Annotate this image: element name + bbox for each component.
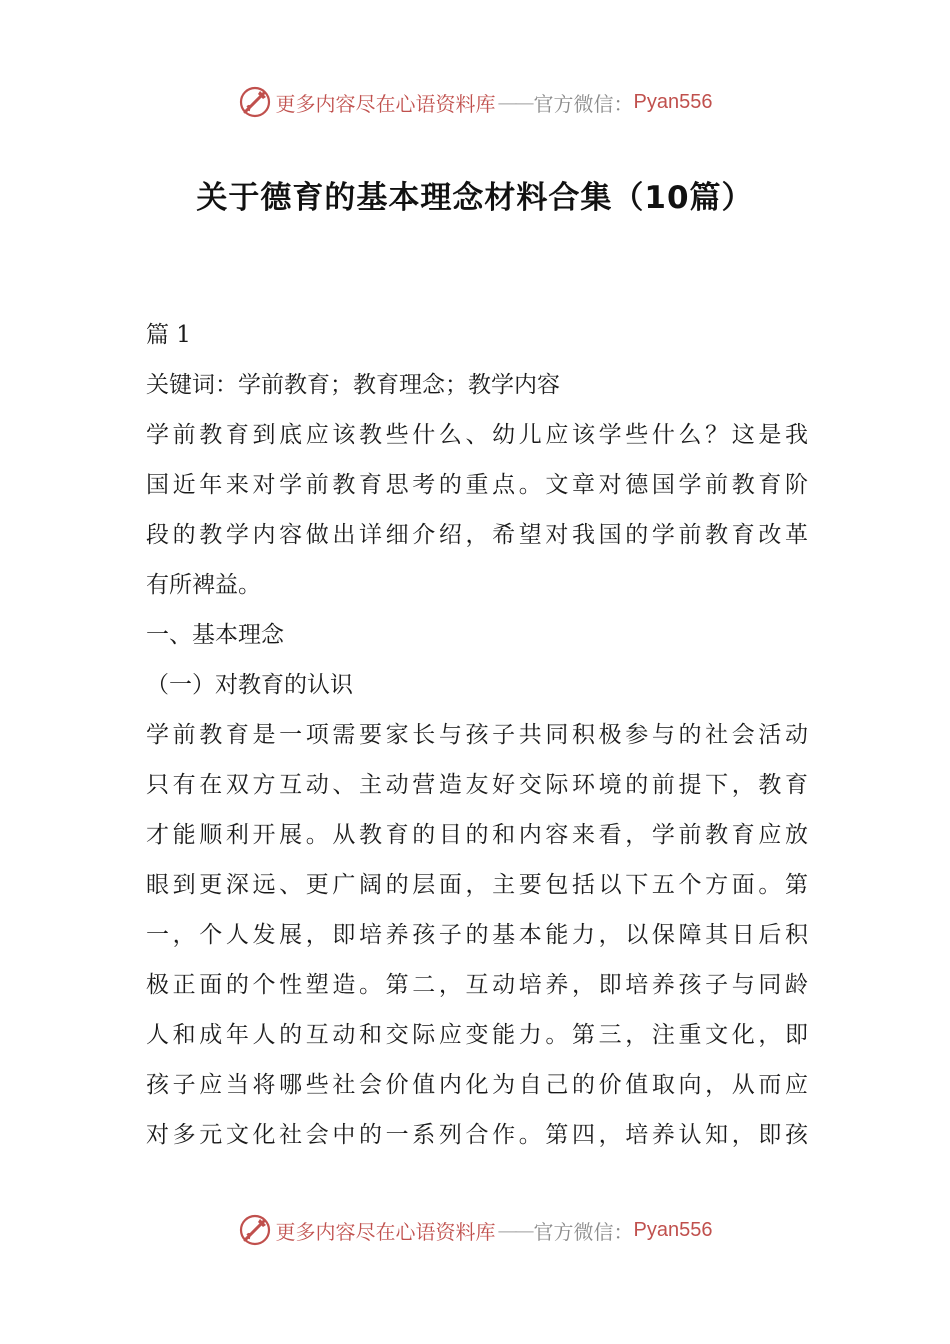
wechat-id: Pyan556 — [633, 90, 713, 113]
text-line: 一、基本理念 — [146, 622, 284, 648]
text-line: 段的教学内容做出详细介绍，希望对我国的学前教育改革 — [146, 522, 808, 548]
official-label: 官方微信： — [533, 1219, 634, 1244]
text-line: 一，个人发展，即培养孩子的基本能力，以保障其日后积 — [146, 922, 808, 948]
dash-separator: —— — [497, 90, 532, 114]
text-line: （一）对教育的认识 — [146, 672, 353, 698]
dash-separator: —— — [497, 1218, 532, 1242]
text-line: 人和成年人的互动和交际应变能力。第三，注重文化，即 — [146, 1022, 808, 1048]
pen-logo-icon — [238, 1213, 272, 1247]
text-line: 国近年来对学前教育思考的重点。文章对德国学前教育阶 — [146, 472, 808, 498]
text-line: 有所裨益。 — [146, 572, 261, 598]
wechat-id: Pyan556 — [633, 1218, 713, 1241]
official-label: 官方微信： — [533, 91, 634, 116]
pen-logo-icon — [238, 85, 272, 119]
text-line: 眼到更深远、更广阔的层面，主要包括以下五个方面。第 — [146, 872, 808, 898]
text-line: 学前教育到底应该教些什么、幼儿应该学些什么？这是我 — [146, 422, 808, 448]
text-line: 关键词：学前教育；教育理念；教学内容 — [146, 372, 560, 398]
brand-text: 更多内容尽在心语资料库 — [275, 1219, 496, 1244]
text-line: 极正面的个性塑造。第二，互动培养，即培养孩子与同龄 — [146, 972, 808, 998]
text-line: 孩子应当将哪些社会价值内化为自己的价值取向，从而应 — [146, 1072, 808, 1098]
footer-watermark-banner — [0, 1210, 950, 1250]
document-body — [146, 310, 808, 1160]
text-line: 才能顺利开展。从教育的目的和内容来看，学前教育应放 — [146, 822, 808, 848]
text-line: 对多元文化社会中的一系列合作。第四，培养认知，即孩 — [146, 1122, 808, 1148]
brand-text: 更多内容尽在心语资料库 — [275, 91, 496, 116]
document-title: 关于德育的基本理念材料合集（10篇） — [196, 180, 754, 216]
header-watermark-banner — [0, 82, 950, 122]
text-line: 学前教育是一项需要家长与孩子共同积极参与的社会活动 — [146, 722, 808, 748]
text-line: 只有在双方互动、主动营造友好交际环境的前提下，教育 — [146, 772, 808, 798]
text-line: 篇 1 — [146, 322, 191, 348]
